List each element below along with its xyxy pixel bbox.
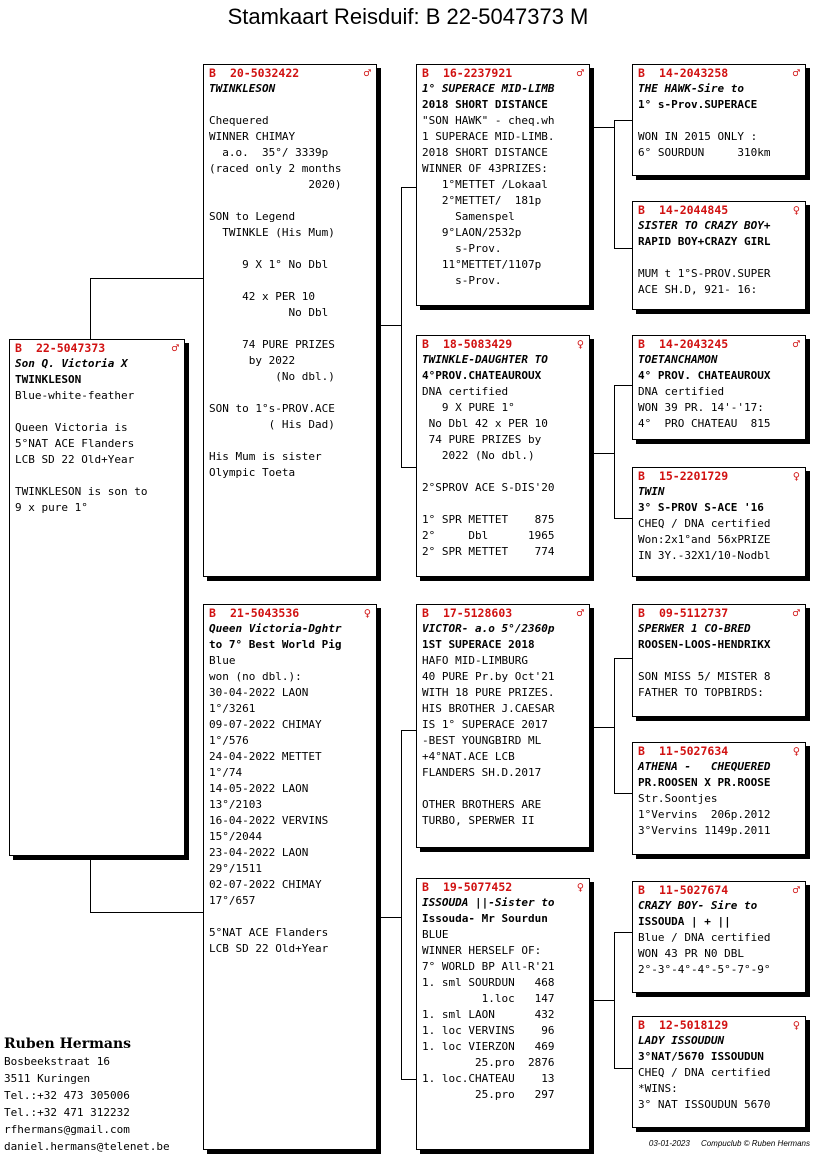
card-line: HIS BROTHER J.CAESAR (422, 702, 555, 715)
card-line: (No dbl.) (209, 370, 335, 383)
card-line: CHEQ / DNA certified (638, 517, 771, 530)
card-line: Blue (209, 654, 236, 667)
connector-line (401, 730, 402, 1079)
card-line: 11°METTET/1107p (422, 258, 542, 271)
connector-line (401, 467, 417, 468)
ring-number: 15-2201729 (658, 469, 729, 483)
card-line: FLANDERS SH.D.2017 (422, 766, 542, 779)
card-line: WON IN 2015 ONLY : (638, 130, 758, 143)
card-line: CRAZY BOY- Sire to (638, 899, 758, 912)
connector-line (401, 730, 417, 731)
connector-line (614, 658, 633, 659)
owner-email-2: daniel.hermans@telenet.be (4, 1140, 170, 1153)
card-line: 74 PURE PRIZES by (422, 433, 542, 446)
country-code: B (15, 341, 22, 355)
card-line: 2° SPR METTET 774 (422, 545, 555, 558)
card-line (422, 781, 584, 797)
connector-line (614, 518, 633, 519)
card-line: WINNER HERSELF OF: (422, 944, 542, 957)
connector-line (401, 187, 402, 467)
card-line: RAPID BOY+CRAZY GIRL (638, 235, 771, 248)
card-line: VICTOR- a.o 5°/2360p (422, 622, 555, 635)
card-line: +4°NAT.ACE LCB (422, 750, 515, 763)
card-line: His Mum is sister (209, 450, 322, 463)
card-line: IN 3Y.-32X1/10-Nodbl (638, 549, 771, 562)
card-header (638, 204, 800, 218)
ring-number: 18-5083429 (442, 337, 513, 351)
card-line: 23-04-2022 LAON (209, 846, 309, 859)
card-line: 1° SPR METTET 875 (422, 513, 555, 526)
ring-number: 20-5032422 (229, 66, 300, 80)
ring-number: 21-5043536 (229, 606, 300, 620)
card-line: CHEQ / DNA certified (638, 1066, 771, 1079)
ring-number: 14-2044845 (658, 203, 729, 217)
country-code: B (638, 606, 645, 620)
card-header (422, 67, 584, 81)
card-line: WINNER OF 43PRIZES: (422, 162, 548, 175)
pigeon-card-father (203, 64, 377, 577)
card-header (15, 342, 179, 356)
footer-date: 03-01-2023 (648, 1139, 690, 1148)
connector-line (614, 1068, 633, 1069)
card-line (15, 468, 179, 484)
owner-tel-1: Tel.:+32 473 305006 (4, 1089, 130, 1102)
pigeon-card-ggp-3 (632, 335, 806, 440)
male-sex-icon: ♂ (792, 606, 800, 620)
connector-line (614, 658, 615, 793)
country-code: B (638, 744, 645, 758)
connector-line (90, 278, 91, 340)
card-line: Blue-white-feather (15, 389, 135, 402)
ring-number: 11-5027634 (658, 744, 729, 758)
card-line: 1° SUPERACE MID-LIMB (422, 82, 555, 95)
card-header (638, 470, 800, 484)
card-line: 14-05-2022 LAON (209, 782, 309, 795)
card-line: 1.loc 147 (422, 992, 555, 1005)
card-line: 9°LAON/2532p (422, 226, 522, 239)
card-line: 1. loc VIERZON 469 (422, 1040, 555, 1053)
card-header (638, 1019, 800, 1033)
card-line: TOETANCHAMON (638, 353, 718, 366)
card-line: No Dbl 42 x PER 10 (422, 417, 548, 430)
card-line: 5°NAT ACE Flanders (15, 437, 135, 450)
card-header (638, 338, 800, 352)
card-line: by 2022 (209, 354, 296, 367)
country-code: B (638, 469, 645, 483)
connector-line (614, 120, 615, 248)
card-line: 3°NAT/5670 ISSOUDUN (638, 1050, 764, 1063)
card-line: TURBO, SPERWER II (422, 814, 535, 827)
connector-line (614, 385, 633, 386)
card-line (638, 653, 800, 669)
card-line: 2° Dbl 1965 (422, 529, 555, 542)
card-header (638, 745, 800, 759)
card-line: Won:2x1°and 56xPRIZE (638, 533, 771, 546)
male-sex-icon: ♂ (576, 606, 584, 620)
card-line: SON MISS 5/ MISTER 8 (638, 670, 771, 683)
male-sex-icon: ♂ (792, 337, 800, 351)
male-sex-icon: ♂ (792, 66, 800, 80)
card-line: 2018 SHORT DISTANCE (422, 98, 548, 111)
card-line: 2020) (209, 178, 342, 191)
card-line: s-Prov. (422, 274, 502, 287)
card-line: 2022 (No dbl.) (422, 449, 535, 462)
card-line: ( His Dad) (209, 418, 335, 431)
pigeon-card-paternal-grandmother (416, 335, 590, 577)
card-line: TWINKLESON (209, 82, 276, 95)
card-line: Chequered (209, 114, 269, 127)
card-line: -BEST YOUNGBIRD ML (422, 734, 542, 747)
country-code: B (422, 66, 429, 80)
footer-credit: Compuclub © Ruben Hermans (700, 1139, 810, 1148)
connector-line (401, 187, 417, 188)
card-line: WITH 18 PURE PRIZES. (422, 686, 555, 699)
card-line: 1. sml LAON 432 (422, 1008, 555, 1021)
pigeon-card-paternal-grandfather (416, 64, 590, 306)
card-header (422, 881, 584, 895)
card-line: BLUE (422, 928, 449, 941)
connector-line (401, 1079, 417, 1080)
card-header (422, 338, 584, 352)
card-line: a.o. 35°/ 3339p (209, 146, 329, 159)
card-line: 9 x pure 1° (15, 501, 88, 514)
card-line: 17°/657 (209, 894, 256, 907)
card-line (209, 97, 371, 113)
card-line: Issouda- Mr Sourdun (422, 912, 548, 925)
card-line: WON 39 PR. 14'-'17: (638, 401, 764, 414)
card-line: 1°/576 (209, 734, 249, 747)
card-line: 29°/1511 (209, 862, 262, 875)
country-code: B (638, 66, 645, 80)
connector-line (590, 453, 614, 454)
country-code: B (209, 66, 216, 80)
card-header (638, 607, 800, 621)
card-line: 1. loc VERVINS 96 (422, 1024, 555, 1037)
card-line (15, 404, 179, 420)
pigeon-card-ggp-1 (632, 64, 806, 176)
ring-number: 19-5077452 (442, 880, 513, 894)
connector-line (377, 325, 401, 326)
connector-line (614, 248, 633, 249)
ring-number: 14-2043258 (658, 66, 729, 80)
card-line: 3° S-PROV S-ACE '16 (638, 501, 764, 514)
card-line: 1° s-Prov.SUPERACE (638, 98, 758, 111)
card-line: 4°PROV.CHATEAUROUX (422, 369, 542, 382)
card-line: s-Prov. (422, 242, 502, 255)
card-line: Str.Soontjes (638, 792, 718, 805)
card-line: 16-04-2022 VERVINS (209, 814, 329, 827)
country-code: B (422, 337, 429, 351)
connector-line (90, 912, 204, 913)
card-line: TWINKLE-DAUGHTER TO (422, 353, 548, 366)
card-line: WON 43 PR N0 DBL (638, 947, 744, 960)
card-line: No Dbl (209, 306, 329, 319)
card-line: 4° PROV. CHATEAUROUX (638, 369, 771, 382)
card-line: 9 X 1° No Dbl (209, 258, 329, 271)
owner-block (4, 1035, 170, 1155)
card-line (422, 464, 584, 480)
card-line: Blue / DNA certified (638, 931, 771, 944)
owner-email-1: rfhermans@gmail.com (4, 1123, 130, 1136)
card-line: SON to Legend (209, 210, 296, 223)
female-sex-icon: ♀ (576, 337, 584, 351)
card-line: 1. loc.CHATEAU 13 (422, 1072, 555, 1085)
card-line: SISTER TO CRAZY BOY+ (638, 219, 771, 232)
ring-number: 17-5128603 (442, 606, 513, 620)
card-line: 2°-3°-4°-4°-5°-7°-9° (638, 963, 771, 976)
card-line: 1. sml SOURDUN 468 (422, 976, 555, 989)
card-line: 2°SPROV ACE S-DIS'20 (422, 481, 555, 494)
female-sex-icon: ♀ (792, 203, 800, 217)
card-line: "SON HAWK" - cheq.wh (422, 114, 555, 127)
card-line: 1 SUPERACE MID-LIMB. (422, 130, 555, 143)
card-header (209, 607, 371, 621)
country-code: B (422, 880, 429, 894)
country-code: B (638, 203, 645, 217)
card-line: 1°/74 (209, 766, 243, 779)
card-line: OTHER BROTHERS ARE (422, 798, 542, 811)
card-line (209, 193, 371, 209)
male-sex-icon: ♂ (363, 66, 371, 80)
female-sex-icon: ♀ (792, 1018, 800, 1032)
card-line: WINNER CHIMAY (209, 130, 296, 143)
female-sex-icon: ♀ (576, 880, 584, 894)
card-line: 40 PURE Pr.by Oct'21 (422, 670, 555, 683)
page-title: Stamkaart Reisduif: B 22-5047373 M (227, 4, 589, 29)
male-sex-icon: ♂ (171, 341, 179, 355)
country-code: B (638, 1018, 645, 1032)
card-line (209, 241, 371, 257)
country-code: B (422, 606, 429, 620)
card-line: 13°/2103 (209, 798, 262, 811)
pigeon-card-ggp-6 (632, 742, 806, 855)
pigeon-card-maternal-grandmother (416, 878, 590, 1150)
card-line: TWINKLESON (15, 373, 82, 386)
card-line: 7° WORLD BP All-R'21 (422, 960, 555, 973)
owner-tel-2: Tel.:+32 471 312232 (4, 1106, 130, 1119)
card-line: to 7° Best World Pig (209, 638, 342, 651)
card-line: 30-04-2022 LAON (209, 686, 309, 699)
card-line: *WINS: (638, 1082, 678, 1095)
card-line: 3° NAT ISSOUDUN 5670 (638, 1098, 771, 1111)
card-line: 1°METTET /Lokaal (422, 178, 548, 191)
connector-line (377, 917, 401, 918)
card-line: 1°Vervins 206p.2012 (638, 808, 771, 821)
card-line: 02-07-2022 CHIMAY (209, 878, 322, 891)
connector-line (90, 278, 204, 279)
card-line: 15°/2044 (209, 830, 262, 843)
card-line: 2°METTET/ 181p (422, 194, 542, 207)
card-line: LCB SD 22 Old+Year (15, 453, 135, 466)
card-line (638, 113, 800, 129)
owner-name: Ruben Hermans (4, 1036, 132, 1052)
card-line: TWINKLESON is son to (15, 485, 148, 498)
card-line: DNA certified (422, 385, 509, 398)
card-line: Samenspel (422, 210, 515, 223)
card-line: ATHENA - CHEQUERED (638, 760, 771, 773)
female-sex-icon: ♀ (363, 606, 371, 620)
card-line (209, 273, 371, 289)
male-sex-icon: ♂ (792, 883, 800, 897)
male-sex-icon: ♂ (576, 66, 584, 80)
country-code: B (638, 337, 645, 351)
card-line: IS 1° SUPERACE 2017 (422, 718, 548, 731)
connector-line (614, 932, 633, 933)
card-line (638, 250, 800, 266)
card-header (422, 607, 584, 621)
female-sex-icon: ♀ (792, 744, 800, 758)
ring-number: 16-2237921 (442, 66, 513, 80)
card-line: ROOSEN-LOOS-HENDRIKX (638, 638, 771, 651)
connector-line (590, 1000, 614, 1001)
card-line: SPERWER 1 CO-BRED (638, 622, 751, 635)
pigeon-card-mother (203, 604, 377, 1150)
card-line: TWINKLE (His Mum) (209, 226, 335, 239)
card-line: ACE SH.D, 921- 16: (638, 283, 758, 296)
card-line: 1ST SUPERACE 2018 (422, 638, 535, 651)
connector-line (614, 793, 633, 794)
card-line: LCB SD 22 Old+Year (209, 942, 329, 955)
pigeon-card-ggp-8 (632, 1016, 806, 1128)
connector-line (614, 120, 633, 121)
card-line: SON to 1°s-PROV.ACE (209, 402, 335, 415)
pigeon-card-subject (9, 339, 185, 856)
card-header (638, 884, 800, 898)
card-line: 42 x PER 10 (209, 290, 315, 303)
card-line: 24-04-2022 METTET (209, 750, 322, 763)
card-line: TWIN (638, 485, 665, 498)
card-line: ISSOUDA ||-Sister to (422, 896, 555, 909)
card-line: Queen Victoria-Dghtr (209, 622, 342, 635)
card-header (638, 67, 800, 81)
card-line: 5°NAT ACE Flanders (209, 926, 329, 939)
country-code: B (209, 606, 216, 620)
card-line: Son Q. Victoria X (15, 357, 128, 370)
card-line: MUM t 1°S-PROV.SUPER (638, 267, 771, 280)
card-line (209, 385, 371, 401)
pigeon-card-ggp-2 (632, 201, 806, 310)
card-line: LADY ISSOUDUN (638, 1034, 725, 1047)
card-line: 2018 SHORT DISTANCE (422, 146, 548, 159)
owner-street: Bosbeekstraat 16 (4, 1055, 110, 1068)
card-line: (raced only 2 months (209, 162, 342, 175)
pigeon-card-maternal-grandfather (416, 604, 590, 848)
card-line (209, 433, 371, 449)
card-line: 25.pro 2876 (422, 1056, 555, 1069)
pigeon-card-ggp-4 (632, 467, 806, 577)
card-line: 74 PURE PRIZES (209, 338, 335, 351)
card-line: PR.ROOSEN X PR.ROOSE (638, 776, 771, 789)
card-line (209, 909, 371, 925)
ring-number: 09-5112737 (658, 606, 729, 620)
connector-line (90, 856, 91, 912)
connector-line (614, 932, 615, 1068)
card-line: ISSOUDA | + || (638, 915, 731, 928)
card-line: Olympic Toeta (209, 466, 296, 479)
card-line (209, 321, 371, 337)
card-line: 09-07-2022 CHIMAY (209, 718, 322, 731)
card-line: 25.pro 297 (422, 1088, 555, 1101)
card-line: won (no dbl.): (209, 670, 302, 683)
female-sex-icon: ♀ (792, 469, 800, 483)
card-line: 4° PRO CHATEAU 815 (638, 417, 771, 430)
card-line: 1°/3261 (209, 702, 256, 715)
connector-line (614, 385, 615, 518)
country-code: B (638, 883, 645, 897)
card-line: 9 X PURE 1° (422, 401, 515, 414)
ring-number: 22-5047373 (35, 341, 106, 355)
card-line: 6° SOURDUN 310km (638, 146, 771, 159)
card-line: FATHER TO TOPBIRDS: (638, 686, 764, 699)
connector-line (590, 727, 614, 728)
ring-number: 14-2043245 (658, 337, 729, 351)
owner-city: 3511 Kuringen (4, 1072, 91, 1085)
card-line: THE HAWK-Sire to (638, 82, 744, 95)
card-line: Queen Victoria is (15, 421, 128, 434)
card-header (209, 67, 371, 81)
footer (649, 1139, 810, 1148)
card-line: DNA certified (638, 385, 725, 398)
ring-number: 12-5018129 (658, 1018, 729, 1032)
card-line: 3°Vervins 1149p.2011 (638, 824, 771, 837)
ring-number: 11-5027674 (658, 883, 729, 897)
pigeon-card-ggp-7 (632, 881, 806, 993)
pigeon-card-ggp-5 (632, 604, 806, 717)
card-line (422, 496, 584, 512)
connector-line (590, 127, 614, 128)
card-line: HAFO MID-LIMBURG (422, 654, 528, 667)
